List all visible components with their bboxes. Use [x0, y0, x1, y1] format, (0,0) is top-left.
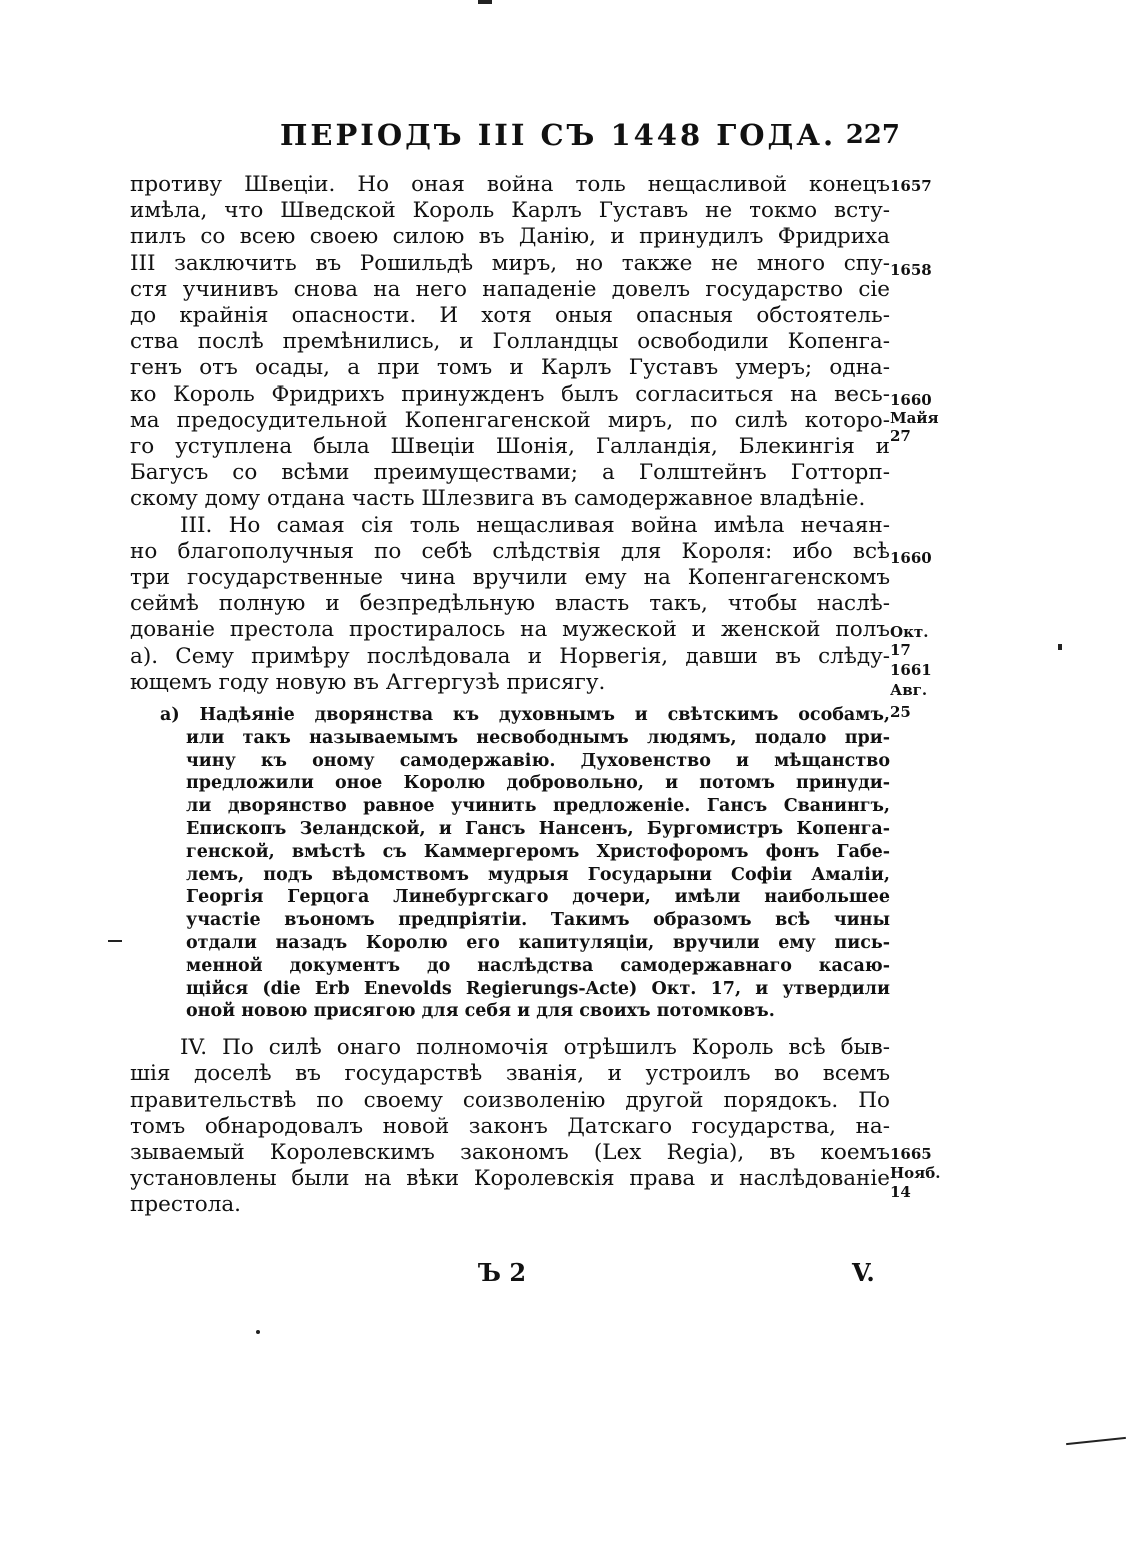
paragraph-3: [130, 513, 890, 696]
scan-speck: [108, 940, 122, 942]
scan-speck: [256, 1330, 260, 1334]
margin-note-day: 27: [890, 427, 911, 445]
text-line: установлены были на вѣки Королевскія права и наслѣдованіе: [130, 1166, 890, 1192]
footnote-line: оной новою присягою для себя и для своихъ потомковъ.: [186, 1001, 775, 1022]
footnote-line: генской, вмѣстѣ съ Каммергеромъ Христофоромъ фонъ Габе-: [186, 841, 890, 862]
footnote-line: Георгія Герцога Линебургскаго дочери, имѣли наибольшее: [186, 887, 890, 908]
margin-note-day: 14: [890, 1183, 911, 1201]
paragraph-2: [130, 172, 890, 513]
page-header: [280, 118, 900, 158]
text-line: IV. По силѣ онаго полномочія отрѣшилъ Король всѣ быв-: [180, 1035, 890, 1061]
text-line: ма предосудительной Копенгагенской миръ, по силѣ которо-: [130, 407, 890, 433]
footnote-line: участіе въономъ предпріятіи. Такимъ образомъ всѣ чины: [186, 910, 890, 931]
signature-mark: Ъ 2: [478, 1258, 527, 1287]
text-line: III заключить въ Рошильдѣ миръ, но также не много спу-: [130, 250, 890, 276]
text-line: противу Швеціи. Но оная война толь нещасливой конецъ: [130, 172, 890, 197]
text-line: до крайнія опасности. И хотя оныя опасныя обстоятель-: [130, 303, 890, 329]
text-line: но благополучныя по себѣ слѣдствія для Короля: ибо всѣ: [130, 538, 890, 564]
text-line: стя учинивъ снова на него нападеніе довелъ государство сіе: [130, 276, 890, 302]
text-line: ющемъ году новую въ Аггергузѣ присягу.: [130, 669, 606, 695]
footnote-line: отдали назадъ Королю его капитуляціи, вручили ему пись-: [186, 933, 890, 954]
footnote-line: предложили оное Королю добровольно, и потомъ принуди-: [186, 773, 890, 794]
text-line: зываемый Королевскимъ закономъ (Lex Regia), въ коемъ: [130, 1140, 890, 1166]
margin-note-year: 1660: [890, 391, 932, 409]
catchword: V.: [852, 1258, 875, 1287]
footnote-line: ли дворянство равное учинить предложеніе. Гансъ Сванингъ,: [186, 796, 890, 817]
footnote-line: а) Надѣяніе дворянства къ духовнымъ и свѣтскимъ особамъ,: [160, 705, 890, 726]
text-line: скому дому отдана часть Шлезвига въ самодержавное владѣніе.: [130, 486, 866, 512]
scan-speck: [1066, 1437, 1126, 1445]
footnote-line: или такъ называемымъ несвободнымъ людямъ, подало при-: [186, 727, 890, 748]
footnote-a: [160, 704, 890, 1023]
footnote-line: щійся (die Erb Enevolds Regierungs-Acte) Окт. 17, и утвердили: [186, 978, 890, 999]
running-title: ПЕРІОДЪ III СЪ 1448 ГОДА.: [280, 118, 837, 152]
paragraph-4: [130, 1035, 890, 1218]
text-line: ко Король Фридрихъ принужденъ былъ согласиться на весь-: [130, 381, 890, 407]
text-line: ства послѣ премѣнились, и Голландцы освободили Копенга-: [130, 329, 890, 355]
margin-note-month: Окт.: [890, 623, 929, 641]
margin-note-year: 1665: [890, 1145, 932, 1163]
text-line: го уступлена была Швеціи Шонія, Галландія, Блекингія и: [130, 434, 890, 460]
margin-note-year: 1660: [890, 549, 932, 567]
text-line: генъ отъ осады, а при томъ и Карлъ Густавъ умеръ; одна-: [130, 355, 890, 381]
scan-speck: [1058, 644, 1062, 650]
text-line: III. Но самая сія толь нещасливая война имѣла нечаян-: [180, 512, 890, 538]
text-line: престола.: [130, 1192, 242, 1218]
margin-note-month: Авг.: [890, 681, 928, 699]
margin-note-year: 1661: [890, 661, 932, 679]
margin-note-day: 25: [890, 703, 911, 721]
spacer: [130, 1023, 890, 1035]
text-line: томъ обнародовалъ новой законъ Датскаго государства, на-: [130, 1113, 890, 1139]
scan-speck: [478, 0, 492, 4]
text-line: правительствѣ по своему соизволенію другой порядокъ. По: [130, 1087, 890, 1113]
page-number: 227: [845, 120, 900, 150]
footnote-line: лемъ, подъ вѣдомствомъ мудрыя Государыни Софіи Амаліи,: [186, 864, 890, 885]
text-line: Багусъ со всѣми преимуществами; а Голштейнъ Готторп-: [130, 460, 890, 486]
margin-note-year: 1657: [890, 177, 932, 195]
text-line: дованіе престола простиралось на мужеской и женской полъ: [130, 617, 890, 643]
text-line: три государственные чина вручили ему на Копенгагенскомъ: [130, 565, 890, 591]
margin-note-month: Нояб.: [890, 1164, 941, 1182]
footnote-line: менной документъ до наслѣдства самодержавнаго касаю-: [186, 955, 890, 976]
margin-note-year: 1658: [890, 261, 932, 279]
margin-note-month: Майя: [890, 409, 939, 427]
footnote-line: Епископъ Зеландской, и Гансъ Нансенъ, Бургомистръ Копенга-: [186, 819, 890, 840]
footnote-line: чину къ оному самодержавію. Духовенство и мѣщанство: [186, 750, 890, 771]
text-line: шія доселѣ въ государствѣ званія, и устроилъ во всемъ: [130, 1061, 890, 1087]
main-text: [130, 172, 890, 1219]
margin-note-day: 17: [890, 641, 911, 659]
text-line: сеймѣ полную и безпредѣльную власть такъ, чтобы наслѣ-: [130, 591, 890, 617]
text-line: а). Сему примѣру послѣдовала и Норвегія, давши въ слѣду-: [130, 643, 890, 669]
text-line: пилъ со всею своею силою въ Данію, и принудилъ Фридриха: [130, 224, 890, 250]
text-line: имѣла, что Шведской Король Карлъ Густавъ не токмо всту-: [130, 198, 890, 224]
